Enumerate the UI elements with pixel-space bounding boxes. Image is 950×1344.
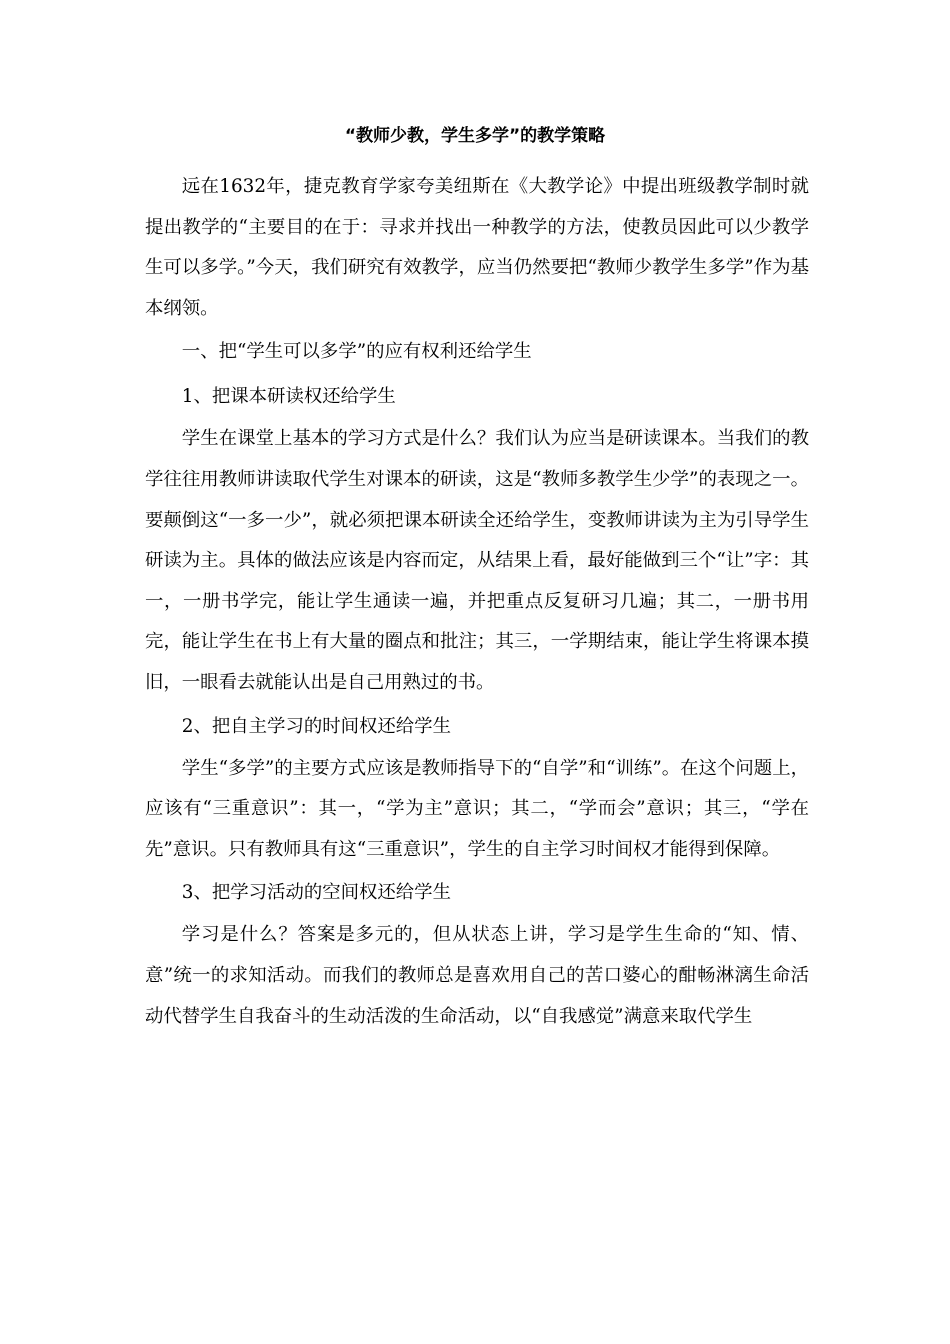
subsection-heading-3: 3、把学习活动的空间权还给学生 — [181, 882, 451, 904]
document-title: “教师少教，学生多学”的教学策略 — [344, 126, 606, 146]
body-paragraph-2: 学生“多学”的主要方式应该是教师指导下的“自学”和“训练”。在这个问题上，应该有“三重意识”：其一，“学为主”意识；其二，“学而会”意识；其三，“学在先”意识。只有教师具有这“三重意识”，学生的自主学习时间权才能得到保障。 — [145, 757, 809, 860]
intro-paragraph: 远在1632年，捷克教育学家夸美纽斯在《大教学论》中提出班级教学制时就提出教学的“主要目的在于：寻求并找出一种教学的方法，使教员因此可以少教学生可以多学。”今天，我们研究有效教学，应当仍然要把“教师少教学生多学”作为基本纲领。 — [145, 176, 809, 319]
body-paragraph-1: 学生在课堂上基本的学习方式是什么？我们认为应当是研读课本。当我们的教学往往用教师讲读取代学生对课本的研读，这是“教师多教学生少学”的表现之一。要颠倒这“一多一少”，就必须把课本研读全还给学生，变教师讲读为主为引导学生研读为主。具体的做法应该是内容而定，从结果上看，最好能做到三个“让”字：其一，一册书学完，能让学生通读一遍，并把重点反复研习几遍；其二，一册书用完，能让学生在书上有大量的圈点和批注；其三，一学期结束，能让学生将课本摸旧，一眼看去就能认出是自己用熟过的书。 — [145, 428, 809, 693]
body-paragraph-3: 学习是什么？答案是多元的，但从状态上讲，学习是学生生命的“知、情、意”统一的求知活动。而我们的教师总是喜欢用自己的苦口婆心的酣畅淋漓生命活动代替学生自我奋斗的生动活泼的生命活动，以“自我感觉”满意来取代学生 — [145, 924, 809, 1027]
subsection-heading-2: 2、把自主学习的时间权还给学生 — [181, 715, 451, 737]
section-heading-1: 一、把“学生可以多学”的应有权利还给学生 — [181, 341, 532, 363]
document-body — [145, 167, 809, 1037]
subsection-heading-1: 1、把课本研读权还给学生 — [181, 386, 396, 408]
